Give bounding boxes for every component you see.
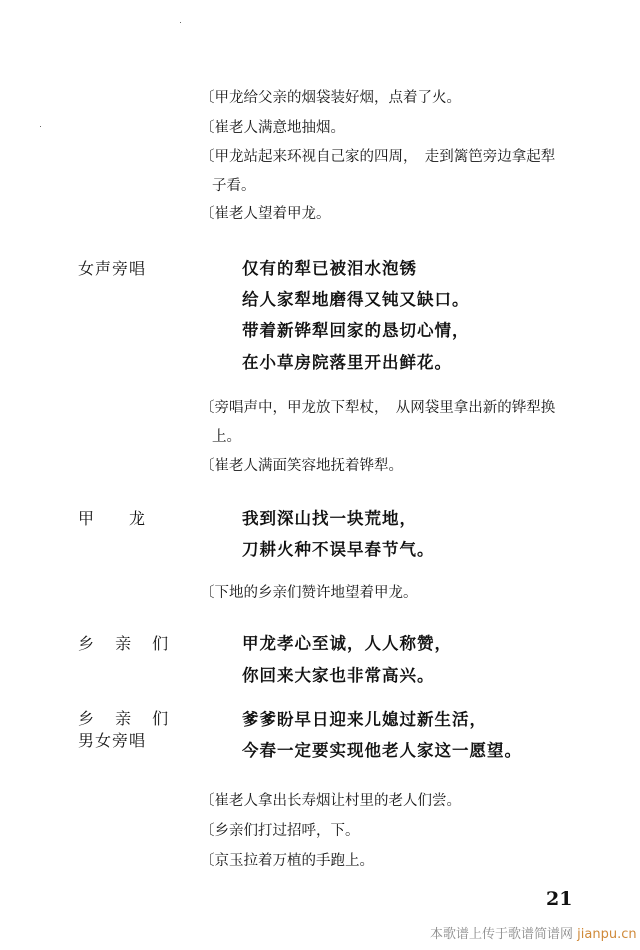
speaker-label: 男女旁唱 (78, 731, 147, 750)
lyric-line: 仅有的犁已被泪水泡锈 (242, 259, 417, 278)
stage-direction: 〔甲龙给父亲的烟袋装好烟，点着了火。 (200, 90, 461, 106)
stage-direction-continued: 子看。 (212, 178, 256, 194)
lyric-line: 甲龙孝心至诚，人人称赞， (242, 634, 452, 653)
stage-direction: 〔崔老人满意地抽烟。 (200, 120, 345, 136)
speaker-label: 乡 亲 们 (78, 634, 177, 653)
stage-direction: 〔乡亲们打过招呼，下。 (200, 823, 360, 839)
page-number: 21 (546, 888, 573, 910)
speaker-label: 女声旁唱 (78, 259, 147, 278)
stage-direction: 〔崔老人拿出长寿烟让村里的老人们尝。 (200, 793, 461, 809)
lyric-line: 你回来大家也非常高兴。 (242, 666, 435, 685)
lyric-line: 带着新铧犁回家的恳切心情， (242, 321, 470, 340)
watermark (430, 928, 637, 941)
stage-direction: 〔京玉拉着万植的手跑上。 (200, 853, 374, 869)
lyric-line: 在小草房院落里开出鲜花。 (242, 353, 452, 372)
lyric-line: 爹爹盼早日迎来儿媳过新生活， (242, 710, 487, 729)
lyric-line: 给人家犁地磨得又钝又缺口。 (242, 290, 470, 309)
stage-direction: 〔崔老人满面笑容地抚着铧犁。 (200, 458, 403, 474)
watermark-text: 本歌谱上传于歌谱简谱网 (430, 927, 574, 942)
lyric-line: 刀耕火种不误早春节气。 (242, 540, 435, 559)
lyric-line: 我到深山找一块荒地， (242, 509, 417, 528)
stage-direction: 〔旁唱声中，甲龙放下犁杖， 从网袋里拿出新的铧犁换 (200, 400, 556, 416)
speaker-label: 乡 亲 们 (78, 709, 177, 728)
stage-direction-continued: 上。 (212, 429, 241, 445)
stage-direction: 〔崔老人望着甲龙。 (200, 206, 331, 222)
scan-speck (180, 22, 181, 23)
watermark-site: jianpu.cn (577, 927, 637, 942)
scan-speck (40, 126, 41, 127)
lyric-line: 今春一定要实现他老人家这一愿望。 (242, 741, 522, 760)
stage-direction: 〔下地的乡亲们赞许地望着甲龙。 (200, 585, 418, 601)
speaker-label: 甲 龙 (78, 509, 147, 528)
stage-direction: 〔甲龙站起来环视自己家的四周， 走到篱笆旁边拿起犁 (200, 149, 556, 165)
